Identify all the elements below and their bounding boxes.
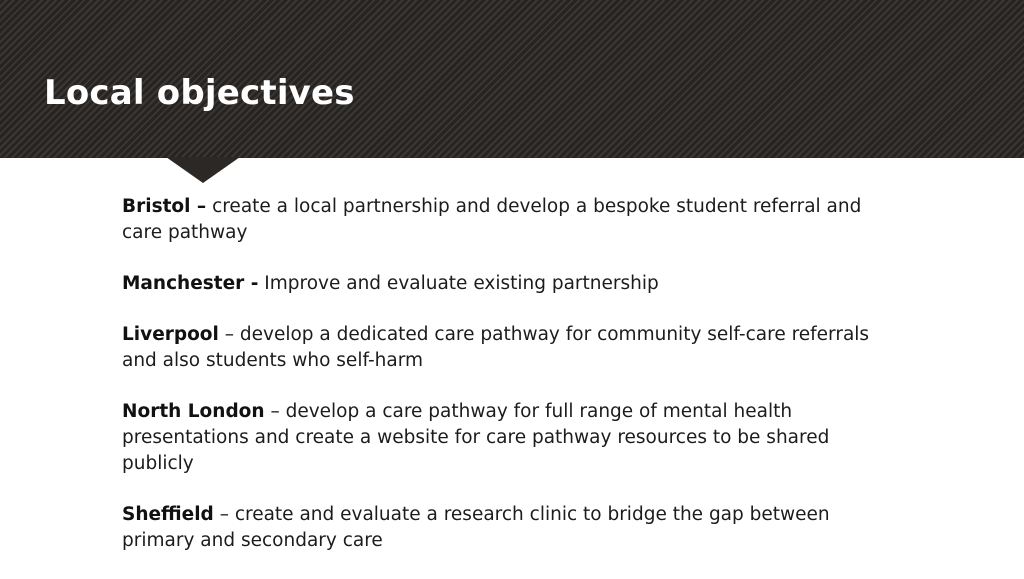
objective-text: create a local partnership and develop a bespoke student referral and care pathway: [122, 196, 862, 243]
objective-text: – develop a care pathway for full range of mental health presentations and create a website for care pathway resources to be shared publicly: [122, 401, 830, 474]
objective-city: Sheffield: [122, 504, 214, 525]
header-notch: [166, 157, 240, 183]
slide-title: Local objectives: [44, 73, 355, 113]
objectives-list: [122, 194, 902, 579]
objective-manchester: [122, 271, 902, 297]
objective-city: Manchester -: [122, 273, 259, 294]
objective-city: Liverpool: [122, 324, 219, 345]
objective-text: – create and evaluate a research clinic to bridge the gap between primary and secondary care: [122, 504, 830, 551]
objective-city: Bristol –: [122, 196, 207, 217]
objective-bristol: [122, 194, 902, 246]
objective-text: – develop a dedicated care pathway for community self-care referrals and also students who self-harm: [122, 324, 870, 371]
objective-north-london: [122, 399, 902, 477]
objective-text: Improve and evaluate existing partnership: [264, 273, 659, 294]
objective-sheffield: [122, 502, 902, 554]
objective-city: North London: [122, 401, 265, 422]
objective-liverpool: [122, 322, 902, 374]
